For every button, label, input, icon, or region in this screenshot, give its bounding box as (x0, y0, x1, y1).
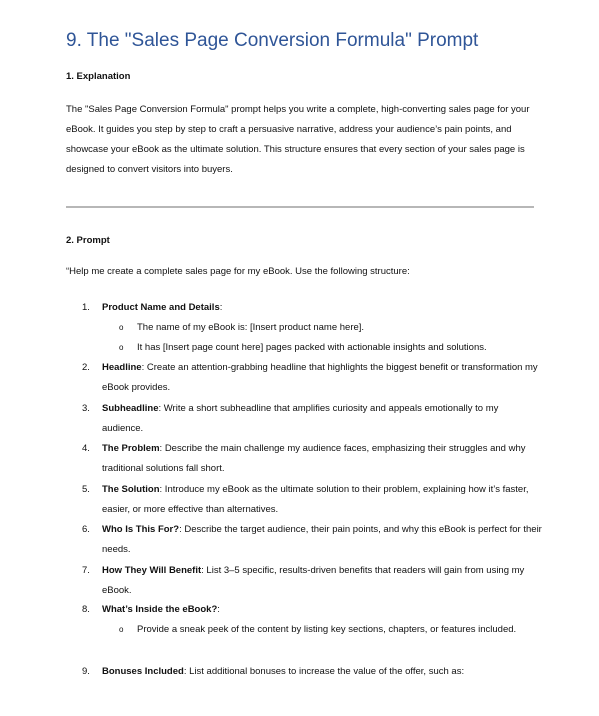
list-number: 5. (82, 484, 90, 495)
list-number: 1. (82, 302, 90, 313)
list-number: 8. (82, 604, 90, 615)
list-item-text: : Introduce my eBook as the ultimate solution to their problem, explaining how it’s faster, easier, or more effective than alternatives. (102, 484, 529, 515)
list-item-label: What’s Inside the eBook? (102, 604, 218, 615)
bullet-marker: o (119, 323, 124, 332)
list-number: 3. (82, 403, 90, 414)
explanation-paragraph: The "Sales Page Conversion Formula" prompt helps you write a complete, high-converting sales page for your eBook. It guides you step by step to craft a persuasive narrative, address your audience’s pain points, and showcase your eBook as the ultimate solution. This structure ensures that every section of your sales page is designed to convert visitors into buyers. (66, 104, 530, 175)
sub-bullet-text: Provide a sneak peek of the content by listing key sections, chapters, or features included. (137, 624, 517, 635)
list-item-label: Product Name and Details (102, 302, 220, 313)
sub-bullet-text: The name of my eBook is: [Insert product name here]. (137, 322, 365, 333)
list-item-label: Subheadline (102, 403, 159, 414)
section-heading-prompt: 2. Prompt (66, 235, 110, 246)
list-item-text: : Describe the main challenge my audience faces, emphasizing their struggles and why traditional solutions fall short. (102, 443, 526, 474)
section-heading-explanation: 1. Explanation (66, 71, 131, 82)
list-item-text: : Write a short subheadline that amplifies curiosity and appeals emotionally to my audience. (102, 403, 499, 434)
list-item-text: : List 3–5 specific, results-driven benefits that readers will gain from using my eBook. (102, 565, 525, 596)
list-number: 9. (82, 666, 90, 677)
list-number: 2. (82, 362, 90, 373)
sub-bullet-text: It has [Insert page count here] pages packed with actionable insights and solutions. (137, 342, 487, 353)
prompt-intro: “Help me create a complete sales page for my eBook. Use the following structure: (66, 266, 410, 277)
bullet-marker: o (119, 343, 124, 352)
list-item-label: Headline (102, 362, 142, 373)
list-item-label: Bonuses Included (102, 666, 184, 677)
list-number: 6. (82, 524, 90, 535)
list-item-text: : Create an attention-grabbing headline that highlights the biggest benefit or transformation my eBook provides. (102, 362, 538, 393)
list-item-label: How They Will Benefit (102, 565, 202, 576)
horizontal-divider (66, 206, 534, 208)
list-item-label: The Problem (102, 443, 160, 454)
list-item-text: : (219, 302, 223, 313)
list-item-text: : (217, 604, 220, 615)
list-number: 4. (82, 443, 90, 454)
list-number: 7. (82, 565, 90, 576)
page-title: 9. The "Sales Page Conversion Formula" Prompt (66, 30, 479, 51)
list-item-label: Who Is This For? (102, 524, 180, 535)
bullet-marker: o (119, 625, 124, 634)
list-item-label: The Solution (102, 484, 160, 495)
list-item-text: : List additional bonuses to increase the value of the offer, such as: (183, 666, 465, 677)
list-item-text: : Describe the target audience, their pain points, and why this eBook is perfect for their needs. (102, 524, 542, 555)
